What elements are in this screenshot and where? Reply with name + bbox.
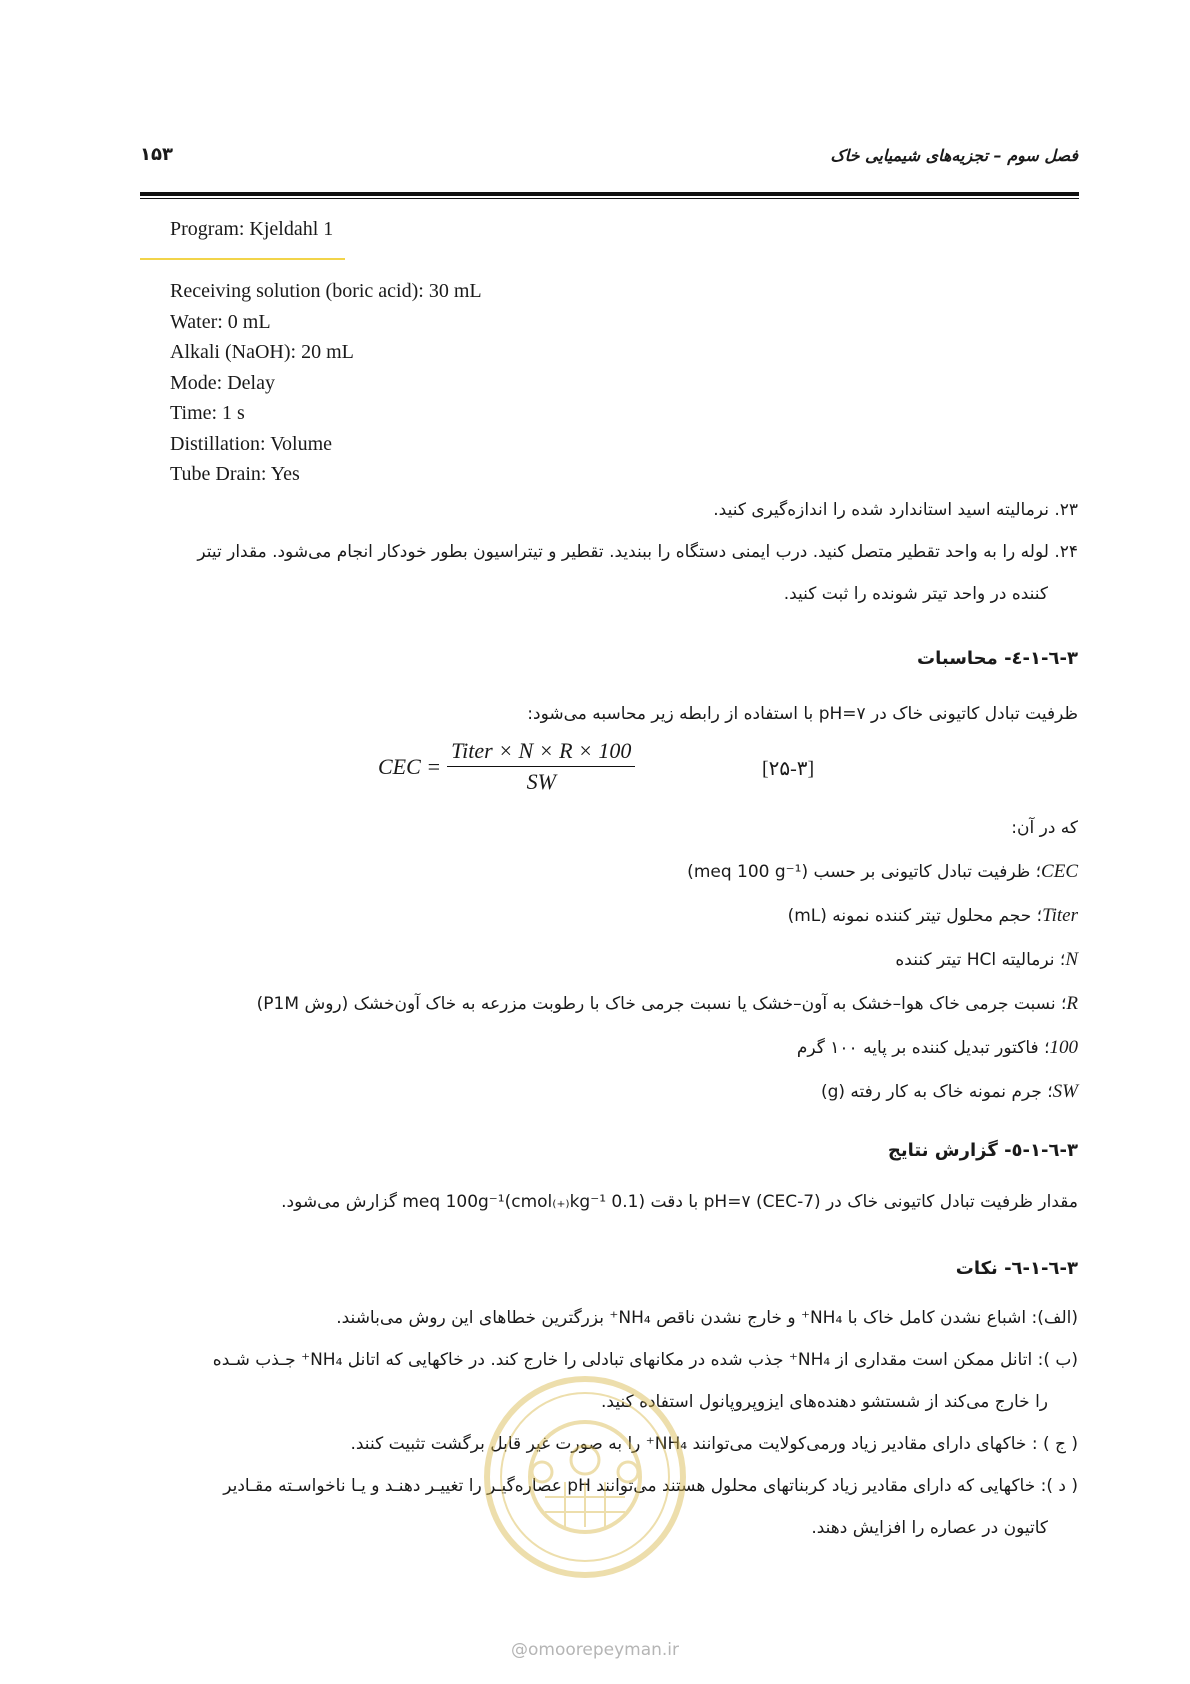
definition-text: ؛ نرمالیته HCl تیتر کننده [895,950,1066,970]
definition-symbol: 100 [1049,1037,1078,1058]
definition-symbol: N [1065,949,1078,970]
section-heading-notes: ۳-٦-۱-٦- نکات [955,1258,1078,1279]
formula-lhs: CEC = [378,753,442,779]
definition-titer [788,894,1078,938]
definition-symbol: Titer [1042,905,1078,926]
definition-text: ؛ جرم نمونه خاک به کار رفته (g) [820,1082,1053,1102]
page-number: ۱۵۳ [140,144,173,165]
program-settings [170,276,482,490]
setting-line: Alkali (NaOH): 20 mL [170,341,354,363]
header-rule-thin [140,198,1079,199]
note-b-line2: را خارج می‌کند از شستشو دهنده‌های ایزوپروپانول استفاده کنید. [601,1392,1048,1412]
site-watermark: @omoorepeyman.ir [510,1640,680,1660]
step-24-line2: کننده در واحد تیتر شونده را ثبت کنید. [783,584,1048,604]
program-title: Program: Kjeldahl 1 [170,218,334,240]
definition-cec [687,850,1078,894]
equation-number: [۲۵-۳] [762,758,815,780]
note-a: (الف): اشباع نشدن کامل خاک با NH₄⁺ و خارج نشدن ناقص NH₄⁺ بزرگترین خطاهای این روش می‌باشند. [336,1308,1078,1328]
definition-100 [797,1026,1078,1070]
calc-intro: ظرفیت تبادل کاتیونی خاک در pH=۷ با استفاده از رابطه زیر محاسبه می‌شود: [527,704,1078,724]
definition-text: ؛ فاکتور تبدیل کننده بر پایه ۱۰۰ گرم [796,1038,1050,1058]
formula-denominator: SW [526,769,556,794]
definition-symbol: SW [1052,1081,1078,1102]
cec-formula [378,738,635,795]
header-rule-thick [140,192,1079,196]
setting-line: Distillation: Volume [170,432,333,455]
chapter-title: فصل سوم – تجزیه‌های شیمیایی خاک [830,146,1078,165]
section-heading-calculations: ۳-٦-۱-٤- محاسبات [917,648,1078,669]
note-c: ( ج ) : خاکهای دارای مقادیر زیاد ورمی‌کولایت می‌توانند NH₄⁺ را به صورت غیر قابل برگشت تثبیت کنند. [350,1434,1078,1454]
definition-text: ؛ حجم محلول تیتر کننده نمونه (mL) [787,906,1043,926]
definition-symbol: CEC [1041,861,1078,882]
definition-text: ؛ ظرفیت تبادل کاتیونی بر حسب (meq 100 g⁻¹) [687,862,1042,882]
formula-fraction [447,738,635,795]
highlight-underline [140,258,345,260]
section-heading-report: ۳-٦-۱-٥- گزارش نتایج [887,1140,1078,1161]
setting-line: Tube Drain: Yes [170,463,300,485]
definition-sw [821,1070,1078,1114]
setting-line: Mode: Delay [170,371,275,394]
where-label: که در آن: [1011,818,1078,838]
seal-watermark [480,1372,690,1582]
formula-numerator: Titer × N × R × 100 [447,738,635,767]
step-23: ۲۳. نرمالیته اسید استاندارد شده را اندازه‌گیری کنید. [713,500,1078,520]
setting-line: Time: 1 s [170,402,245,424]
definition-text: ؛ نسبت جرمی خاک هوا–خشک به آون–خشک یا نسبت جرمی خاک با رطوبت مزرعه به خاک آون‌خشک (روش P1M) [256,994,1067,1014]
definition-n [895,938,1078,982]
step-24-line1: ۲۴. لوله را به واحد تقطیر متصل کنید. درب ایمنی دستگاه را ببندید. تقطیر و تیتراسیون بطور خودکار انجام می‌شود. مقدار تیتر [197,542,1078,562]
setting-line: Water: 0 mL [170,310,271,333]
note-d-line2: کاتیون در عصاره را افزایش دهند. [811,1518,1048,1538]
definition-r [257,982,1078,1026]
report-text: مقدار ظرفیت تبادل کاتیونی خاک در pH=۷ (CEC-7) با دقت (0.1 meq 100g⁻¹(cmol₍₊₎kg⁻¹ گزارش می‌شود. [281,1192,1078,1212]
definition-symbol: R [1066,993,1078,1014]
setting-line: Receiving solution (boric acid): 30 mL [170,280,482,302]
note-b-line1: (ب ): اتانل ممکن است مقداری از NH₄⁺ جذب شده در مکانهای تبادلی را خارج کند. در خاکهایی که اتانل NH₄⁺ جـذب شـده [212,1350,1078,1370]
note-d-line1: ( د ): خاکهایی که دارای مقادیر زیاد کربناتهای محلول هستند می‌توانند pH عصاره‌گیـر را تغییـر دهنـد و یـا ناخواسـته مقـادیر [223,1476,1078,1496]
